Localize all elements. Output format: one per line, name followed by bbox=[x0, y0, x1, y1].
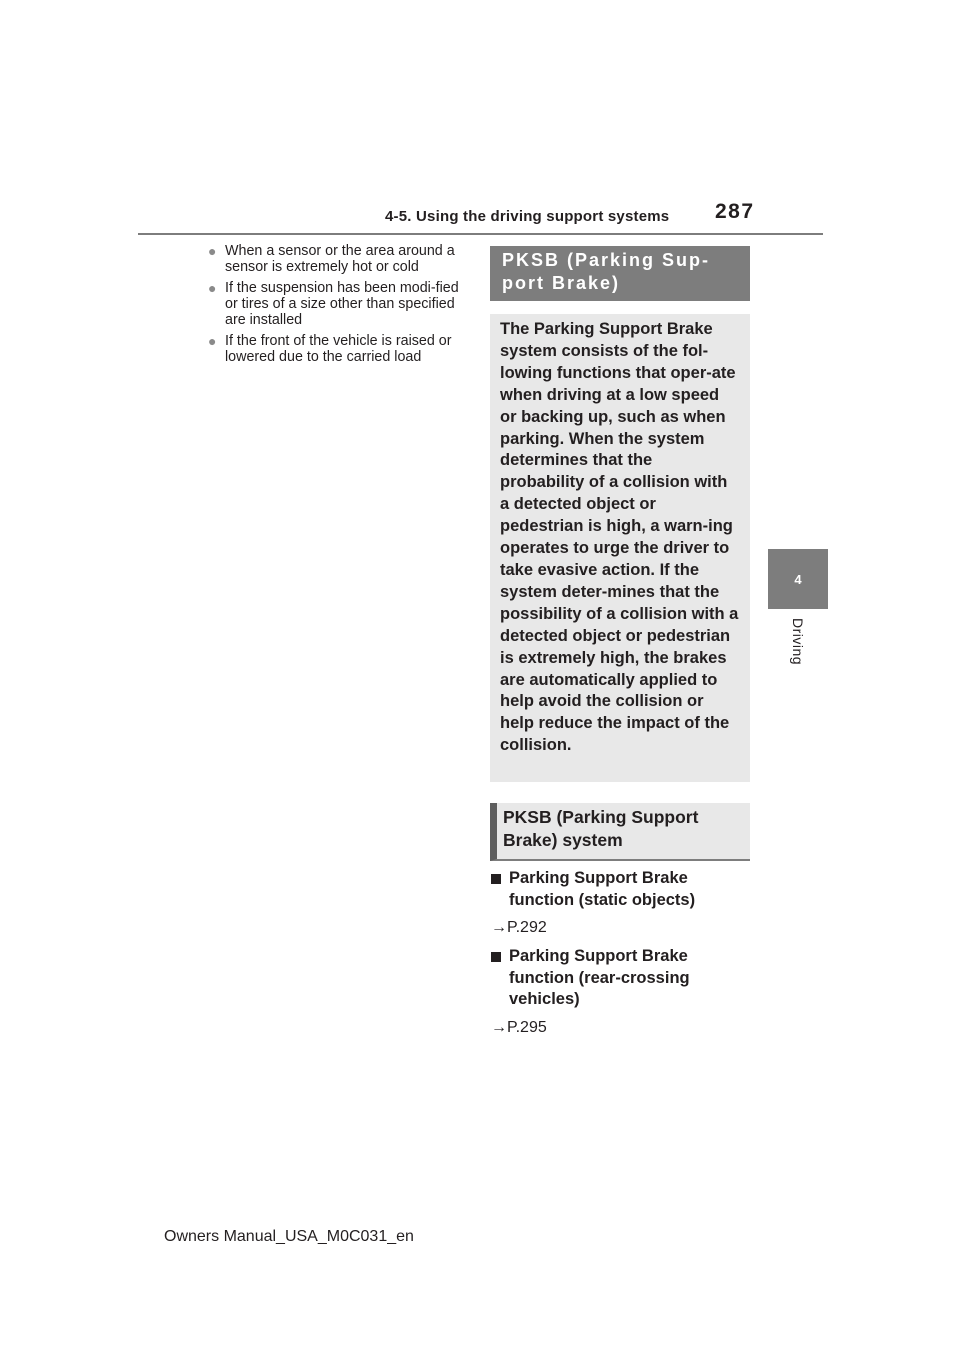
chapter-label: Driving bbox=[790, 618, 806, 666]
bullet-icon: ● bbox=[208, 333, 217, 349]
item-heading-text: Parking Support Brake function (static objects) bbox=[509, 869, 696, 909]
bullet-icon: ● bbox=[208, 280, 217, 296]
item-heading-text: Parking Support Brake function (rear-crossing vehicles) bbox=[509, 947, 690, 1008]
list-item-text: If the front of the vehicle is raised or lowered due to the carried load bbox=[225, 333, 452, 365]
section-title: PKSB (Parking Sup-port Brake) bbox=[490, 246, 750, 301]
square-bullet-icon bbox=[491, 952, 501, 962]
condition-list bbox=[208, 243, 470, 370]
list-item-text: If the suspension has been modi-fied or tires of a size other than specified are installed bbox=[225, 280, 459, 328]
page-reference-link[interactable]: →P.295 bbox=[491, 1019, 547, 1036]
item-heading-static-objects bbox=[491, 868, 751, 911]
list-item bbox=[208, 280, 470, 328]
chapter-tab: 4 bbox=[768, 549, 828, 609]
list-item bbox=[208, 243, 470, 275]
page-reference-link[interactable]: →P.292 bbox=[491, 919, 547, 936]
list-item-text: When a sensor or the area around a sensor is extremely hot or cold bbox=[225, 243, 455, 275]
header-title: 4-5. Using the driving support systems bbox=[385, 208, 670, 225]
bullet-icon: ● bbox=[208, 243, 217, 259]
square-bullet-icon bbox=[491, 874, 501, 884]
item-heading-rear-crossing bbox=[491, 946, 751, 1011]
page-number: 287 bbox=[715, 200, 755, 223]
header-rule bbox=[138, 233, 823, 235]
intro-paragraph: The Parking Support Brake system consists of the fol-lowing functions that oper-ate when driving at a low speed or backing up, such as when parking. When the system determines that the probability of a collision with a detected object or pedestrian is high, a warn-ing operates to urge the driver to take evasive action. If the system deter-mines that the possibility of a collision with a detected object or pedestrian is extremely high, the brakes are automatically applied to help avoid the collision or help reduce the impact of the collision. bbox=[490, 314, 750, 782]
subsection-title: PKSB (Parking Support Brake) system bbox=[490, 803, 750, 861]
footer-text: Owners Manual_USA_M0C031_en bbox=[164, 1228, 414, 1245]
list-item bbox=[208, 333, 470, 365]
